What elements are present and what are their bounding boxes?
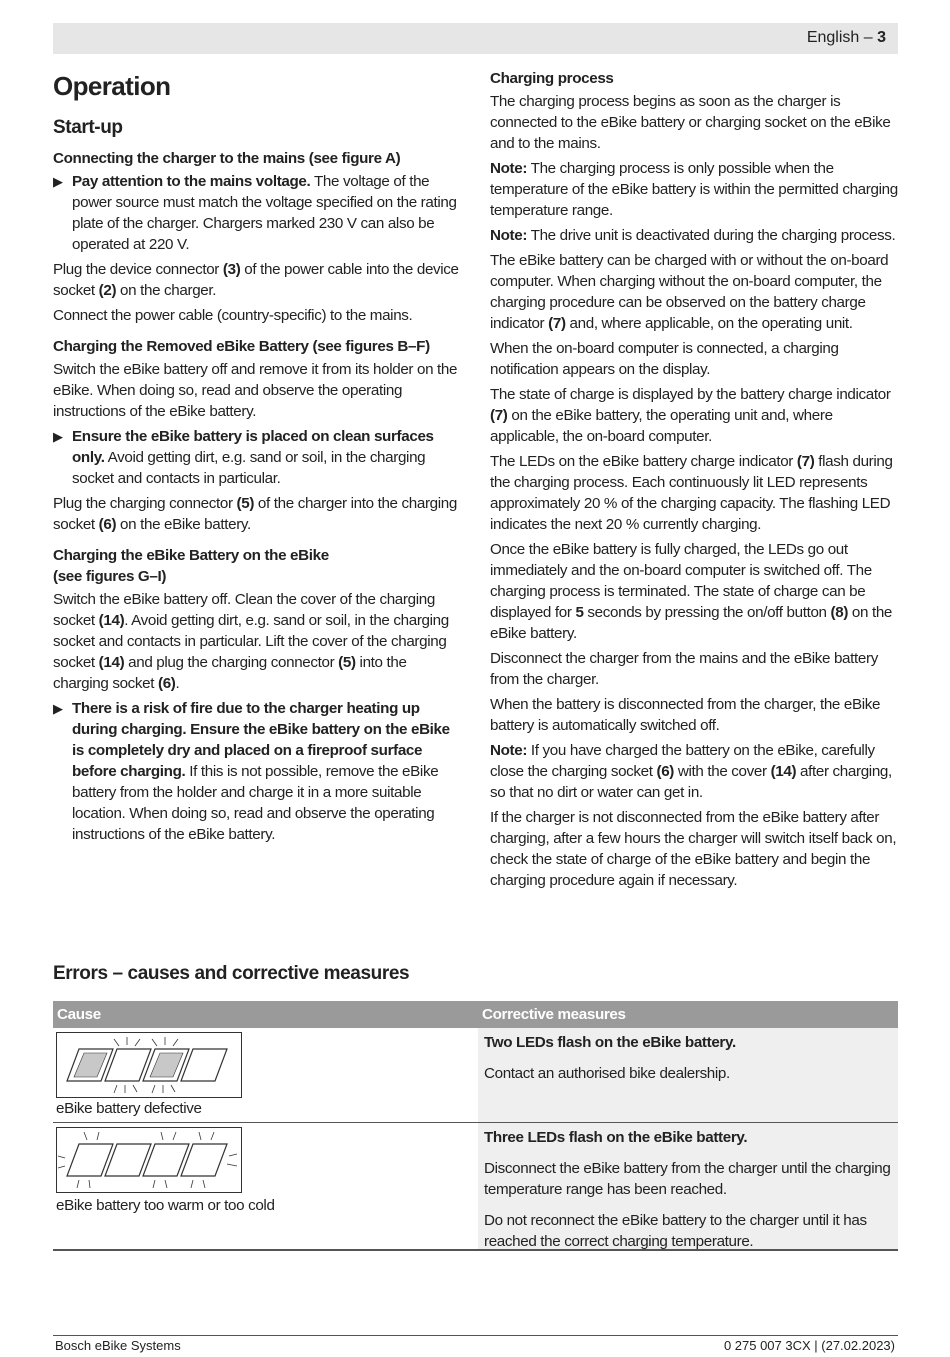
table-row (53, 1123, 898, 1251)
measures-cell (476, 1028, 898, 1122)
fire-warning-bullet (53, 698, 463, 845)
bullet-bold: Ensure the eBike battery is placed on clean surfaces only. (72, 428, 434, 466)
text: The LEDs on the eBike battery charge indicator (490, 453, 797, 470)
note-3 (490, 740, 900, 803)
ref: (6) (656, 763, 675, 780)
onbike-heading (53, 545, 463, 587)
ref: (8) (830, 604, 849, 621)
text: into the charging socket (53, 654, 407, 692)
bullet-text: The voltage of the power source must match the voltage specified on the rating plate of the charger. Chargers marked 230 V can also be operated at 220 V. (72, 173, 457, 253)
ref: (6) (158, 675, 176, 692)
cause-text: eBike battery too warm or too cold (56, 1197, 275, 1214)
ref: 5 (575, 604, 584, 621)
text: Once the eBike battery is fully charged, the LEDs go out immediately and the on-board computer is switched off. The charging process is terminated. The state of charge can be displayed for (490, 541, 872, 621)
page-language-number (807, 29, 886, 47)
cause-text: eBike battery defective (56, 1100, 202, 1117)
ref: (7) (490, 407, 508, 424)
heading-line: Charging the eBike Battery on the eBike (53, 547, 329, 564)
paragraph (490, 451, 900, 535)
bullet-bold: There is a risk of fire due to the charger heating up during charging. Ensure the eBike battery on the eBike is completely dry and placed on a fireproof surface before charging. (72, 700, 450, 780)
bullet-text: If this is not possible, remove the eBike battery from the holder and charge it in a more suitable location. When doing so, read and observe the operating instructions of the eBike battery. (72, 763, 439, 843)
section-title: Operation (53, 71, 171, 101)
text: and, where applicable, on the operating unit. (565, 315, 853, 332)
column-header-cause: Cause (57, 1006, 101, 1023)
removed-heading: Charging the Removed eBike Battery (see figures B–F) (53, 338, 430, 355)
paragraph: When the on-board computer is connected, a charging notification appears on the display. (490, 340, 839, 378)
bullet-arrow-icon: ▶ (53, 174, 63, 189)
left-column (53, 68, 463, 849)
ref: (6) (98, 516, 117, 533)
note-label: Note: (490, 160, 528, 177)
bullet-text: Avoid getting dirt, e.g. sand or soil, in the charging socket and contacts in particular. (72, 449, 426, 487)
language-label: English – (806, 29, 878, 46)
text: with the cover (674, 763, 771, 780)
text: on the eBike battery, the operating unit and, where applicable, the on-board computer. (490, 407, 833, 445)
text: after charging, so that no dirt or water can get in. (490, 763, 892, 801)
text: of the power cable into the device socket (53, 261, 459, 299)
text: Plug the charging connector (53, 495, 237, 512)
text: and plug the charging connector (124, 654, 339, 671)
paragraph (490, 384, 900, 447)
ref: (14) (98, 654, 125, 671)
footer-divider (53, 1335, 898, 1336)
cause-cell (53, 1123, 476, 1249)
mains-paragraph-2: Connect the power cable (country-specific) to the mains. (53, 307, 413, 324)
text: of the charger into the charging socket (53, 495, 457, 533)
onbike-paragraph-1 (53, 589, 463, 694)
ref: (7) (548, 315, 566, 332)
note-label: Note: (490, 742, 528, 759)
paragraph: The charging process begins as soon as the charger is connected to the eBike battery or charging socket on the eBike and to the mains. (490, 93, 891, 152)
text: Plug the device connector (53, 261, 223, 278)
paragraph: Disconnect the charger from the mains and the eBike battery from the charger. (490, 650, 878, 688)
ref: (2) (98, 282, 117, 299)
table-header (53, 1001, 898, 1028)
heading-line: (see figures G–I) (53, 568, 167, 585)
text: seconds by pressing the on/off button (583, 604, 831, 621)
mains-paragraph-1 (53, 259, 463, 301)
measure-text: Do not reconnect the eBike battery to the charger until it has reached the correct charging temperature. (484, 1212, 867, 1250)
mains-bullet (53, 171, 463, 255)
ref: (14) (98, 612, 125, 629)
footer-doc-number: 0 275 007 3CX | (27.02.2023) (723, 1338, 895, 1353)
flashing-leds-icon (57, 1128, 241, 1192)
text: . (175, 675, 180, 692)
paragraph: When the battery is disconnected from the charger, the eBike battery is automatically switched off. (490, 696, 881, 734)
text: Switch the eBike battery off. Clean the cover of the charging socket (53, 591, 435, 629)
paragraph: If the charger is not disconnected from the eBike battery after charging, after a few hours the charger will switch itself back on, check the state of charge of the eBike battery and begin the charging procedure again if necessary. (490, 809, 897, 889)
bullet-bold: Pay attention to the mains voltage. (72, 173, 311, 190)
note-label: Note: (490, 227, 528, 244)
measure-text: Contact an authorised bike dealership. (484, 1065, 730, 1082)
errors-table (53, 1001, 898, 1251)
paragraph (490, 539, 900, 644)
text: If you have charged the battery on the eBike, carefully close the charging socket (490, 742, 875, 780)
text: . Avoid getting dirt, e.g. sand or soil, in the charging socket and contacts in particular. Lift the cover of the charging socket (53, 612, 449, 671)
startup-heading: Start-up (53, 117, 123, 138)
removed-paragraph-1: Switch the eBike battery off and remove it from its holder on the eBike. When doing so, read and observe the operating instructions of the eBike battery. (53, 361, 458, 420)
paragraph (490, 250, 900, 334)
column-header-measures: Corrective measures (482, 1006, 626, 1023)
measure-title: Two LEDs flash on the eBike battery. (484, 1034, 736, 1051)
removed-bullet (53, 426, 463, 489)
right-column (490, 68, 900, 895)
text: on the eBike battery. (116, 516, 251, 533)
table-row (53, 1028, 898, 1123)
page-number: 3 (877, 29, 886, 46)
note-1 (490, 158, 900, 221)
measure-title: Three LEDs flash on the eBike battery. (484, 1129, 748, 1146)
ref: (14) (770, 763, 797, 780)
text: The drive unit is deactivated during the charging process. (527, 227, 896, 244)
text: The state of charge is displayed by the battery charge indicator (490, 386, 891, 403)
cause-cell (53, 1028, 476, 1122)
ref: (3) (222, 261, 241, 278)
note-2 (490, 225, 900, 246)
bullet-arrow-icon: ▶ (53, 701, 63, 716)
mains-heading: Connecting the charger to the mains (see figure A) (53, 150, 401, 167)
led-indicator-illustration (56, 1127, 242, 1193)
led-indicator-illustration (56, 1032, 242, 1098)
ref: (7) (796, 453, 815, 470)
text: The eBike battery can be charged with or without the on-board computer. When charging without the on-board computer, the charging procedure can be observed on the battery charge indicator (490, 252, 889, 332)
ref: (5) (338, 654, 356, 671)
footer-company: Bosch eBike Systems (55, 1338, 181, 1353)
text: The charging process is only possible when the temperature of the eBike battery is within the permitted charging temperature range. (490, 160, 898, 219)
page-header-bar (53, 23, 898, 54)
measures-cell (476, 1123, 898, 1249)
errors-heading: Errors – causes and corrective measures (53, 963, 410, 984)
text: on the eBike battery. (490, 604, 893, 642)
bullet-arrow-icon: ▶ (53, 429, 63, 444)
text: flash during the charging process. Each continuously lit LED represents approximately 20 % of the charging capacity. The flashing LED indicates the next 20 % currently charging. (490, 453, 893, 533)
removed-paragraph-2 (53, 493, 463, 535)
flashing-leds-icon (57, 1033, 241, 1097)
charging-process-heading: Charging process (490, 70, 614, 87)
measure-text: Disconnect the eBike battery from the charger until the charging temperature range has been reached. (484, 1160, 891, 1198)
ref: (5) (236, 495, 255, 512)
text: on the charger. (116, 282, 217, 299)
